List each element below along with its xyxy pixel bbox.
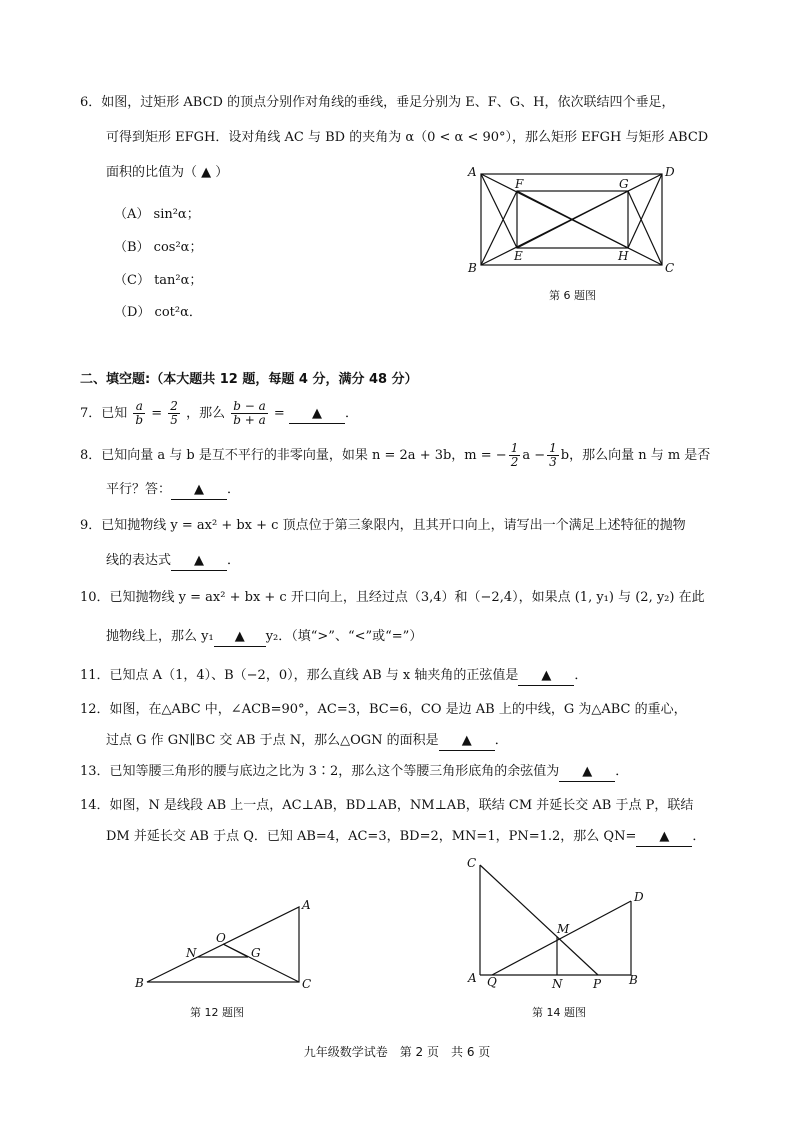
q11-text: 11．已知点 A（1，4）、B（−2，0），那么直线 AB 与 x 轴夹角的正弦值是 (80, 668, 519, 683)
q14-label-q: Q (487, 975, 497, 989)
q9-answer-blank[interactable]: ▲ (171, 552, 227, 571)
q13-end: ． (615, 764, 629, 779)
q7-end: ． (344, 406, 358, 421)
q7-f2-den: 5 (170, 413, 178, 427)
q7-mid: ，那么 (186, 406, 226, 421)
page-footer: 九年级数学试卷 第 2 页 共 6 页 (303, 1045, 491, 1059)
q12-l2: 过点 G 作 GN∥BC 交 AB 于点 N，那么△OGN 的面积是 (106, 733, 439, 748)
q14-line2 (106, 828, 705, 847)
q8-fa-den: 2 (510, 455, 519, 469)
q10-l2b: y₂．（填“>”、“<”或“=”） (265, 629, 423, 644)
q10-line2 (106, 628, 422, 647)
q13-answer-blank[interactable]: ▲ (559, 763, 615, 782)
q14-label-a: A (468, 971, 477, 985)
q8-fraction-half (509, 442, 521, 469)
q8-fa-num: 1 (510, 441, 519, 455)
q12-label-b: B (135, 976, 144, 990)
q7-eq2: = (273, 406, 285, 421)
section-2-header: 二、填空题:（本大题共 12 题，每题 4 分，满分 48 分） (80, 372, 418, 387)
q13-text: 13．已知等腰三角形的腰与底边之比为 3∶2，那么这个等腰三角形底角的余弦值为 (80, 764, 560, 779)
q8-fb-num: 1 (549, 441, 557, 455)
q8-l1c: b，那么向量 n 与 m 是否 (560, 448, 711, 463)
q7-fraction-ab (133, 400, 145, 427)
q6-figure (465, 160, 685, 280)
q6-label-d: D (665, 165, 675, 179)
q6-line3: 面积的比值为（ ▲ ） (106, 165, 229, 180)
q6-line2: 可得到矩形 EFGH．设对角线 AC 与 BD 的夹角为 α（0 < α < 90°），那么矩形 EFGH 与矩形 ABCD (106, 130, 709, 145)
q12-caption: 第 12 题图 (190, 1006, 244, 1019)
q6-caption: 第 6 题图 (549, 289, 596, 302)
q7-pre: 7．已知 (80, 406, 128, 421)
q14-label-c: C (467, 856, 477, 870)
q12-label-a: A (302, 898, 311, 912)
q10-l2a: 抛物线上，那么 y₁ (106, 629, 214, 644)
q12-label-c: C (302, 977, 312, 991)
q8-end: ． (227, 482, 241, 497)
q12-line1: 12．如图，在△ABC 中，∠ACB=90°，AC=3，BC=6，CO 是边 AB 上的中线，G 为△ABC 的重心， (80, 702, 687, 717)
q6-option-c: （C） tan²α； (114, 273, 203, 288)
q7-f3-num: b − a (233, 399, 266, 413)
q6-option-d: （D） cot²α． (114, 305, 202, 320)
q12-end: ． (494, 733, 508, 748)
q11-end: ． (574, 668, 588, 683)
q14-line1: 14．如图，N 是线段 AB 上一点，AC⊥AB，BD⊥AB，NM⊥AB，联结 CM 并延长交 AB 于点 P，联结 (80, 798, 694, 813)
q14-caption: 第 14 题图 (532, 1006, 586, 1019)
q14-label-p: P (593, 977, 602, 991)
q7-line (80, 400, 358, 427)
q14-label-n: N (552, 977, 563, 991)
q12-label-o: O (216, 931, 226, 945)
q10-answer-blank[interactable]: ▲ (214, 628, 266, 647)
q6-label-b: B (468, 261, 477, 275)
q6-label-e: E (514, 249, 523, 263)
q14-label-d: D (634, 890, 644, 904)
q10-line1: 10．已知抛物线 y = ax² + bx + c 开口向上，且经过点（3,4）和（−2,4），如果点 (1, y₁) 与 (2, y₂) 在此 (80, 590, 705, 605)
q8-l2: 平行？答： (106, 482, 172, 497)
q14-label-b: B (629, 973, 638, 987)
q8-answer-blank[interactable]: ▲ (171, 481, 227, 500)
q9-line1: 9．已知抛物线 y = ax² + bx + c 顶点位于第三象限内，且其开口向上，请写出一个满足上述特征的抛物 (80, 518, 686, 533)
q8-l1b: a − (522, 448, 546, 463)
q6-label-c: C (665, 261, 675, 275)
q7-f1-den: b (135, 413, 144, 427)
q8-line1 (80, 442, 710, 469)
q14-answer-blank[interactable]: ▲ (636, 828, 692, 847)
q7-answer-blank[interactable]: ▲ (289, 405, 345, 424)
q13-line (80, 763, 628, 782)
q8-line2 (106, 481, 240, 500)
q7-fraction-25 (168, 400, 180, 427)
q7-fraction-expr (231, 400, 268, 427)
q14-end: ． (692, 829, 706, 844)
q14-figure (460, 853, 660, 993)
q6-line1: 6．如图，过矩形 ABCD 的顶点分别作对角线的垂线，垂足分别为 E、F、G、H，依次联结四个垂足， (80, 95, 675, 110)
q14-label-m: M (557, 922, 570, 936)
q6-label-f: F (515, 177, 524, 191)
q7-eq: = (151, 406, 163, 421)
q7-f2-num: 2 (170, 399, 178, 413)
q9-l2: 线的表达式 (106, 553, 172, 568)
q8-fraction-third (547, 442, 559, 469)
q12-label-g: G (251, 946, 261, 960)
q11-line (80, 667, 587, 686)
q9-line2 (106, 552, 240, 571)
q12-answer-blank[interactable]: ▲ (439, 732, 495, 751)
q11-answer-blank[interactable]: ▲ (518, 667, 574, 686)
q14-l2: DM 并延长交 AB 于点 Q．已知 AB=4，AC=3，BD=2，MN=1，PN=1.2，那么 QN= (106, 829, 637, 844)
q12-label-n: N (186, 946, 197, 960)
q6-label-h: H (618, 249, 629, 263)
q7-f1-num: a (133, 400, 145, 414)
q6-option-b: （B） cos²α； (114, 240, 203, 255)
q12-line2 (106, 732, 508, 751)
q6-label-g: G (619, 177, 629, 191)
q7-f3-den: b + a (233, 413, 266, 427)
q6-option-a: （A） sin²α； (114, 207, 200, 222)
q12-figure (130, 895, 330, 995)
q6-label-a: A (468, 165, 477, 179)
q8-l1a: 8．已知向量 a 与 b 是互不平行的非零向量，如果 n = 2a + 3b，m = − (80, 448, 507, 463)
q8-fb-den: 3 (549, 455, 557, 469)
q9-end: ． (227, 553, 241, 568)
